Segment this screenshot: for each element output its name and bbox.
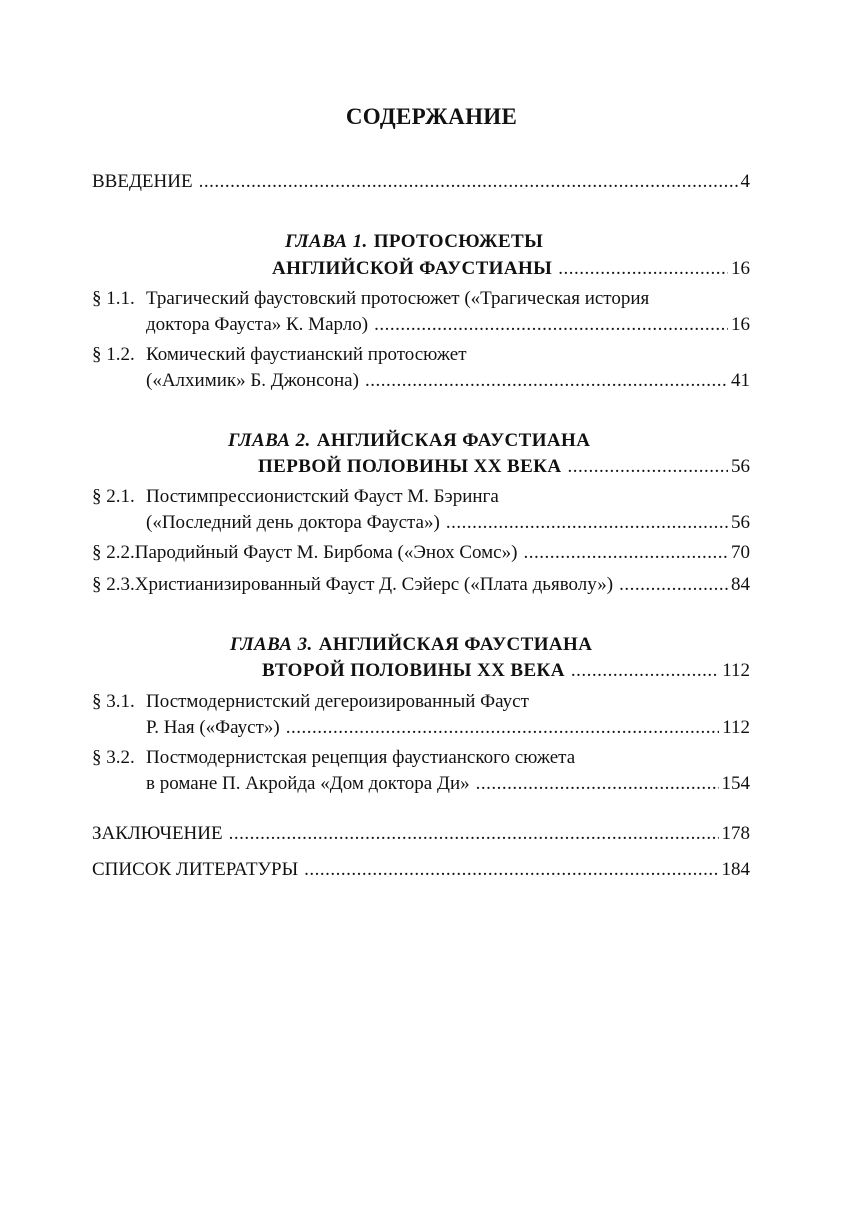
- page-number: 112: [722, 660, 750, 681]
- chapter-title-line2: ПЕРВОЙ ПОЛОВИНЫ XX ВЕКА: [258, 456, 562, 477]
- dot-leader: [374, 313, 728, 337]
- chapter-3-heading[interactable]: [230, 633, 592, 657]
- page-number: 56: [731, 456, 750, 477]
- chapter-title-line1: АНГЛИЙСКАЯ ФАУСТИАНА: [318, 634, 593, 655]
- page-number: 16: [731, 314, 750, 335]
- toc-entry-bibliography[interactable]: [92, 858, 750, 882]
- section-number: § 3.2.: [92, 747, 135, 768]
- page-number: 84: [731, 574, 750, 595]
- entry-label: ЗАКЛЮЧЕНИЕ: [92, 823, 223, 844]
- section-title-line1: Пародийный Фауст М. Бирбома («Энох Сомс»): [134, 542, 518, 563]
- chapter-label: ГЛАВА 3.: [230, 634, 313, 655]
- chapter-3-title-line2[interactable]: [262, 659, 750, 683]
- page-number: 154: [721, 773, 750, 794]
- section-3-2-line2[interactable]: [146, 772, 750, 796]
- section-title-line1: Постимпрессионистский Фауст М. Бэринга: [146, 486, 499, 507]
- dot-leader: [365, 369, 728, 393]
- dot-leader: [571, 659, 719, 683]
- toc-entry-conclusion[interactable]: [92, 822, 750, 846]
- section-title-line2: доктора Фауста» К. Марло): [146, 314, 369, 335]
- section-2-1[interactable]: [92, 485, 499, 509]
- section-title-line1: Комический фаустианский протосюжет: [146, 344, 467, 365]
- section-title-line2: («Последний день доктора Фауста»): [146, 512, 440, 533]
- dot-leader: [304, 858, 718, 882]
- dot-leader: [558, 257, 728, 281]
- section-number: § 1.2.: [92, 344, 135, 365]
- page-number: 56: [731, 512, 750, 533]
- page-number: 70: [731, 542, 750, 563]
- section-2-1-line2[interactable]: [146, 511, 750, 535]
- entry-label: СПИСОК ЛИТЕРАТУРЫ: [92, 859, 299, 880]
- dot-leader: [446, 511, 728, 535]
- page-number: 184: [721, 859, 750, 880]
- page-number: 4: [740, 171, 750, 192]
- section-1-2[interactable]: [92, 343, 467, 367]
- dot-leader: [229, 822, 719, 846]
- chapter-1-heading[interactable]: [285, 230, 543, 254]
- chapter-title-line1: ПРОТОСЮЖЕТЫ: [373, 231, 544, 252]
- section-number: § 2.3.: [92, 574, 135, 595]
- dot-leader: [199, 170, 738, 194]
- section-1-1-line2[interactable]: [146, 313, 750, 337]
- chapter-title-line2: АНГЛИЙСКОЙ ФАУСТИАНЫ: [272, 258, 553, 279]
- section-title-line1: Трагический фаустовский протосюжет («Трагическая история: [146, 288, 650, 309]
- section-number: § 2.1.: [92, 486, 135, 507]
- section-1-2-line2[interactable]: [146, 369, 750, 393]
- dot-leader: [567, 455, 728, 479]
- dot-leader: [619, 573, 728, 597]
- section-1-1[interactable]: [92, 287, 649, 311]
- page-number: 112: [722, 717, 750, 738]
- page-number: 41: [731, 370, 750, 391]
- page-number: 16: [731, 258, 750, 279]
- section-title-line1: Постмодернистская рецепция фаустианского сюжета: [146, 747, 576, 768]
- toc-entry-intro[interactable]: [92, 170, 750, 194]
- section-3-1-line2[interactable]: [146, 716, 750, 740]
- entry-label: ВВЕДЕНИЕ: [92, 171, 193, 192]
- section-2-3[interactable]: [92, 573, 750, 597]
- section-3-1[interactable]: [92, 690, 529, 714]
- chapter-2-title-line2[interactable]: [258, 455, 750, 479]
- toc-title: СОДЕРЖАНИЕ: [345, 104, 518, 129]
- chapter-1-title-line2[interactable]: [272, 257, 750, 281]
- dot-leader: [286, 716, 719, 740]
- chapter-label: ГЛАВА 2.: [228, 430, 311, 451]
- section-title-line1: Христианизированный Фауст Д. Сэйерс («Плата дьяволу»): [134, 574, 614, 595]
- dot-leader: [523, 541, 728, 565]
- chapter-2-heading[interactable]: [228, 429, 590, 453]
- section-2-2[interactable]: [92, 541, 750, 565]
- page-number: 178: [721, 823, 750, 844]
- section-3-2[interactable]: [92, 746, 575, 770]
- section-title-line2: Р. Ная («Фауст»): [146, 717, 280, 738]
- section-title-line2: («Алхимик» Б. Джонсона): [146, 370, 359, 391]
- section-number: § 3.1.: [92, 691, 135, 712]
- chapter-title-line2: ВТОРОЙ ПОЛОВИНЫ XX ВЕКА: [262, 660, 565, 681]
- dot-leader: [476, 772, 719, 796]
- section-title-line1: Постмодернистский дегероизированный Фауст: [146, 691, 529, 712]
- section-number: § 1.1.: [92, 288, 135, 309]
- chapter-title-line1: АНГЛИЙСКАЯ ФАУСТИАНА: [316, 430, 591, 451]
- chapter-label: ГЛАВА 1.: [285, 231, 368, 252]
- section-number: § 2.2.: [92, 542, 135, 563]
- section-title-line2: в романе П. Акройда «Дом доктора Ди»: [146, 773, 470, 794]
